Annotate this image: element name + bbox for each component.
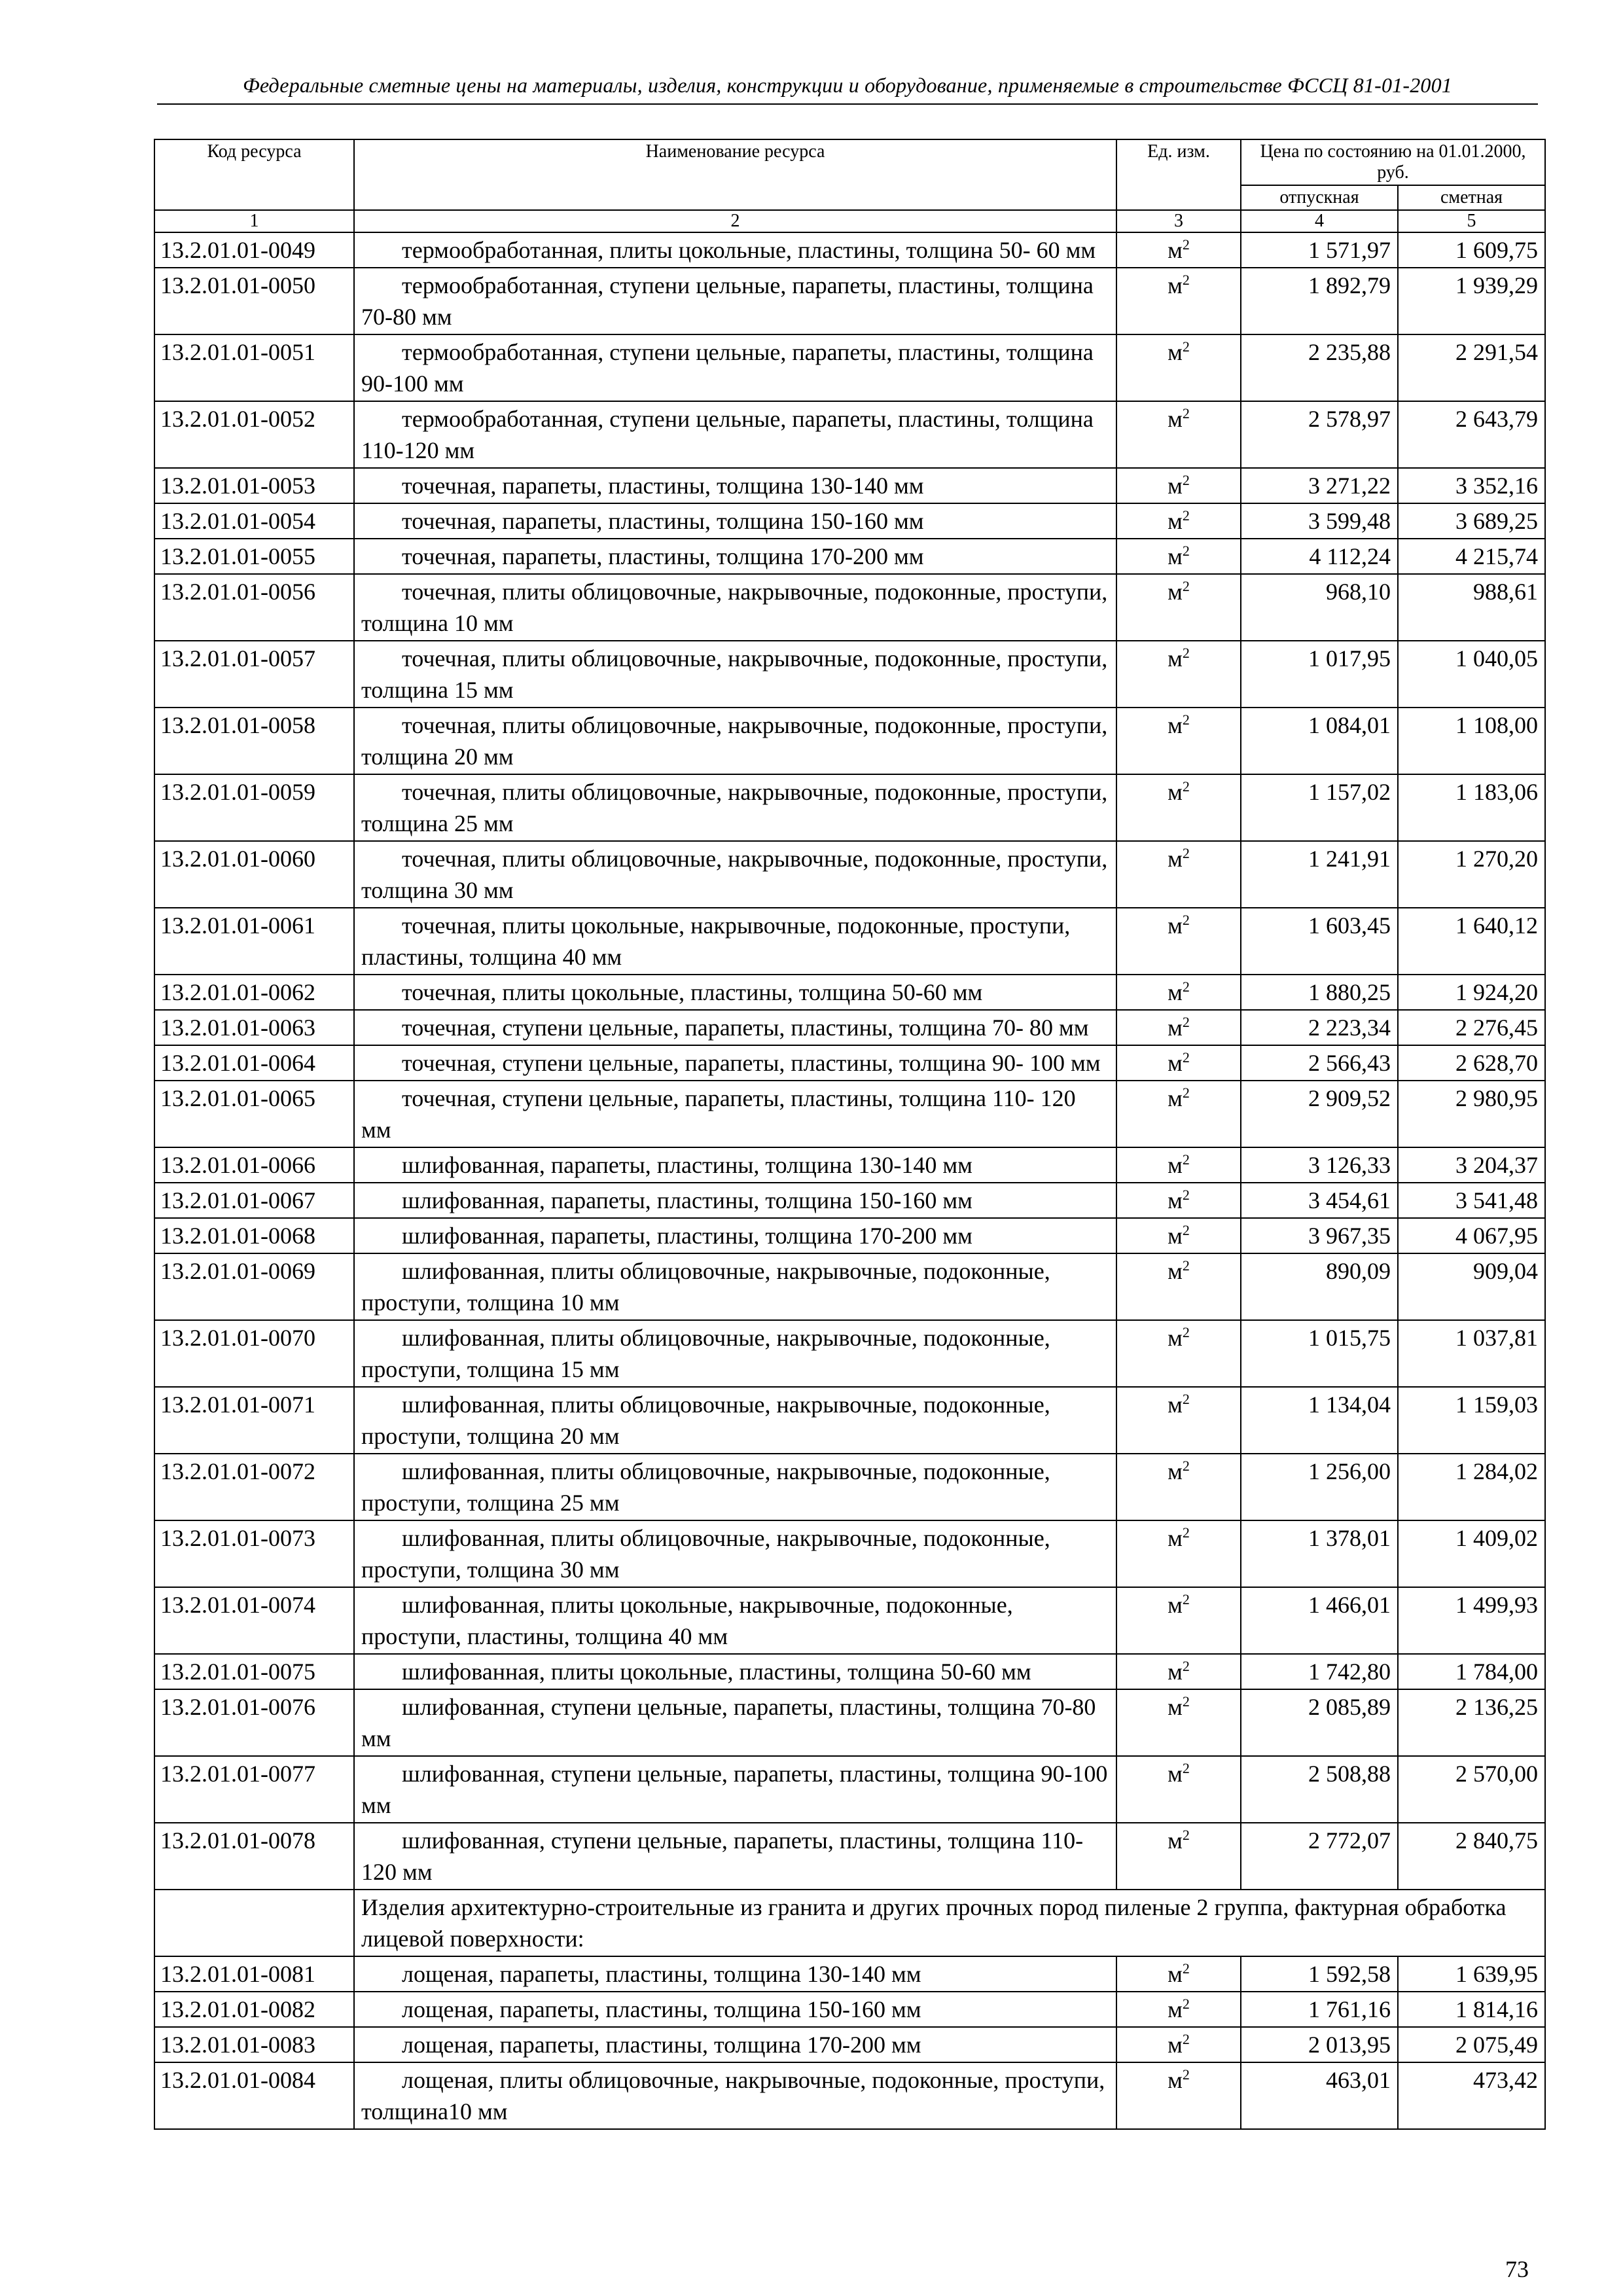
- unit-power: 2: [1182, 338, 1190, 355]
- unit-base: м: [1168, 712, 1183, 738]
- estimate-price: 1 499,93: [1398, 1587, 1545, 1654]
- resource-name: шлифованная, плиты облицовочные, накрывочные, подоконные, проступи, толщина 30 мм: [354, 1520, 1116, 1587]
- table-row: [154, 401, 1545, 468]
- unit-power: 2: [1182, 645, 1190, 661]
- resource-code: 13.2.01.01-0055: [154, 539, 354, 574]
- resource-code: 13.2.01.01-0074: [154, 1587, 354, 1654]
- unit-base: м: [1168, 979, 1183, 1005]
- release-price: 968,10: [1241, 574, 1398, 641]
- table-row: [154, 1253, 1545, 1320]
- table-body-a: [154, 232, 1545, 1890]
- unit-power: 2: [1182, 2066, 1190, 2083]
- resource-name: шлифованная, плиты облицовочные, накрывочные, подоконные, проступи, толщина 10 мм: [354, 1253, 1116, 1320]
- unit-cell: [1116, 2027, 1241, 2062]
- resource-name: точечная, плиты облицовочные, накрывочные, подоконные, проступи, толщина 15 мм: [354, 641, 1116, 708]
- unit-cell: [1116, 2062, 1241, 2129]
- unit-cell: [1116, 1010, 1241, 1045]
- release-price: 1 157,02: [1241, 774, 1398, 841]
- unit-power: 2: [1182, 1591, 1190, 1607]
- unit-power: 2: [1182, 1524, 1190, 1541]
- table-row: [154, 1147, 1545, 1183]
- resource-code: 13.2.01.01-0063: [154, 1010, 354, 1045]
- unit-power: 2: [1182, 1257, 1190, 1274]
- resource-code: 13.2.01.01-0054: [154, 503, 354, 539]
- table-row: [154, 503, 1545, 539]
- resource-code: 13.2.01.01-0081: [154, 1956, 354, 1992]
- estimate-price: 4 215,74: [1398, 539, 1545, 574]
- table-row: [154, 574, 1545, 641]
- release-price: 1 880,25: [1241, 975, 1398, 1010]
- resource-name: лощеная, парапеты, пластины, толщина 170-200 мм: [354, 2027, 1116, 2062]
- resource-name: лощеная, парапеты, пластины, толщина 130-140 мм: [354, 1956, 1116, 1992]
- resource-code: 13.2.01.01-0062: [154, 975, 354, 1010]
- resource-name: точечная, плиты облицовочные, накрывочные, подоконные, проступи, толщина 25 мм: [354, 774, 1116, 841]
- unit-cell: [1116, 708, 1241, 774]
- unit-power: 2: [1182, 1458, 1190, 1474]
- table-row: [154, 1387, 1545, 1454]
- resource-code: 13.2.01.01-0049: [154, 232, 354, 268]
- running-title: Федеральные сметные цены на материалы, изделия, конструкции и оборудование, применяемые в строительстве ФССЦ 81-01-2001: [242, 73, 1453, 97]
- column-header-release-price: отпускная: [1241, 185, 1398, 210]
- table-row: [154, 1218, 1545, 1253]
- table-row: [154, 975, 1545, 1010]
- estimate-price: 2 075,49: [1398, 2027, 1545, 2062]
- estimate-price: 2 136,25: [1398, 1689, 1545, 1756]
- resource-code: 13.2.01.01-0056: [154, 574, 354, 641]
- unit-power: 2: [1182, 405, 1190, 422]
- table-row: [154, 468, 1545, 503]
- resource-code: 13.2.01.01-0061: [154, 908, 354, 975]
- unit-cell: [1116, 1147, 1241, 1183]
- estimate-price: 3 541,48: [1398, 1183, 1545, 1218]
- unit-cell: [1116, 1654, 1241, 1689]
- estimate-price: 1 183,06: [1398, 774, 1545, 841]
- unit-base: м: [1168, 1592, 1183, 1618]
- unit-base: м: [1168, 508, 1183, 534]
- release-price: 1 603,45: [1241, 908, 1398, 975]
- unit-power: 2: [1182, 1693, 1190, 1710]
- unit-power: 2: [1182, 1085, 1190, 1101]
- resource-code: 13.2.01.01-0052: [154, 401, 354, 468]
- unit-power: 2: [1182, 1187, 1190, 1203]
- unit-cell: [1116, 1218, 1241, 1253]
- resource-name: точечная, плиты облицовочные, накрывочные, подоконные, проступи, толщина 30 мм: [354, 841, 1116, 908]
- resource-name: термообработанная, ступени цельные, парапеты, пластины, толщина 90-100 мм: [354, 334, 1116, 401]
- resource-code: 13.2.01.01-0082: [154, 1992, 354, 2027]
- unit-cell: [1116, 1387, 1241, 1454]
- unit-cell: [1116, 468, 1241, 503]
- resource-name: шлифованная, плиты облицовочные, накрывочные, подоконные, проступи, толщина 20 мм: [354, 1387, 1116, 1454]
- unit-cell: [1116, 539, 1241, 574]
- unit-power: 2: [1182, 1760, 1190, 1776]
- unit-cell: [1116, 1956, 1241, 1992]
- resource-name: точечная, ступени цельные, парапеты, пластины, толщина 70- 80 мм: [354, 1010, 1116, 1045]
- unit-base: м: [1168, 1391, 1183, 1418]
- unit-base: м: [1168, 1325, 1183, 1351]
- release-price: 2 013,95: [1241, 2027, 1398, 2062]
- unit-cell: [1116, 774, 1241, 841]
- estimate-price: 2 840,75: [1398, 1823, 1545, 1890]
- table-row: [154, 908, 1545, 975]
- column-header-unit: Ед. изм.: [1116, 139, 1241, 210]
- unit-base: м: [1168, 779, 1183, 805]
- column-number: 2: [354, 210, 1116, 232]
- release-price: 1 892,79: [1241, 268, 1398, 334]
- resource-name: шлифованная, парапеты, пластины, толщина 170-200 мм: [354, 1218, 1116, 1253]
- table-row: [154, 1081, 1545, 1147]
- estimate-price: 1 159,03: [1398, 1387, 1545, 1454]
- unit-power: 2: [1182, 1049, 1190, 1066]
- unit-base: м: [1168, 579, 1183, 605]
- price-table: [154, 139, 1546, 2130]
- unit-power: 2: [1182, 1014, 1190, 1030]
- group-section: [154, 1890, 1545, 1956]
- release-price: 3 967,35: [1241, 1218, 1398, 1253]
- estimate-price: 1 037,81: [1398, 1320, 1545, 1387]
- release-price: 1 256,00: [1241, 1454, 1398, 1520]
- resource-code: 13.2.01.01-0073: [154, 1520, 354, 1587]
- resource-code: 13.2.01.01-0072: [154, 1454, 354, 1520]
- resource-code: 13.2.01.01-0050: [154, 268, 354, 334]
- unit-power: 2: [1182, 1324, 1190, 1340]
- unit-base: м: [1168, 2067, 1183, 2093]
- resource-code: 13.2.01.01-0057: [154, 641, 354, 708]
- unit-base: м: [1168, 1996, 1183, 2022]
- unit-cell: [1116, 1081, 1241, 1147]
- release-price: 1 571,97: [1241, 232, 1398, 268]
- estimate-price: 1 284,02: [1398, 1454, 1545, 1520]
- resource-code: 13.2.01.01-0059: [154, 774, 354, 841]
- estimate-price: 2 291,54: [1398, 334, 1545, 401]
- resource-name: точечная, парапеты, пластины, толщина 130-140 мм: [354, 468, 1116, 503]
- estimate-price: 1 270,20: [1398, 841, 1545, 908]
- unit-power: 2: [1182, 711, 1190, 728]
- resource-name: лощеная, плиты облицовочные, накрывочные, подоконные, проступи, толщина10 мм: [354, 2062, 1116, 2129]
- resource-name: шлифованная, ступени цельные, парапеты, пластины, толщина 90-100 мм: [354, 1756, 1116, 1823]
- unit-power: 2: [1182, 543, 1190, 559]
- release-price: 2 235,88: [1241, 334, 1398, 401]
- release-price: 1 466,01: [1241, 1587, 1398, 1654]
- resource-name: шлифованная, ступени цельные, парапеты, пластины, толщина 110-120 мм: [354, 1823, 1116, 1890]
- release-price: 4 112,24: [1241, 539, 1398, 574]
- unit-cell: [1116, 1520, 1241, 1587]
- unit-base: м: [1168, 1187, 1183, 1213]
- release-price: 1 241,91: [1241, 841, 1398, 908]
- unit-base: м: [1168, 1223, 1183, 1249]
- unit-base: м: [1168, 1085, 1183, 1111]
- estimate-price: 3 352,16: [1398, 468, 1545, 503]
- unit-cell: [1116, 1454, 1241, 1520]
- unit-base: м: [1168, 473, 1183, 499]
- resource-code: 13.2.01.01-0076: [154, 1689, 354, 1756]
- release-price: 1 084,01: [1241, 708, 1398, 774]
- release-price: 2 578,97: [1241, 401, 1398, 468]
- unit-cell: [1116, 268, 1241, 334]
- unit-base: м: [1168, 1525, 1183, 1551]
- estimate-price: 473,42: [1398, 2062, 1545, 2129]
- unit-power: 2: [1182, 1151, 1190, 1168]
- unit-base: м: [1168, 1014, 1183, 1041]
- resource-name: точечная, плиты цокольные, пластины, толщина 50-60 мм: [354, 975, 1116, 1010]
- resource-name: шлифованная, ступени цельные, парапеты, пластины, толщина 70-80 мм: [354, 1689, 1116, 1756]
- unit-cell: [1116, 1253, 1241, 1320]
- release-price: 2 909,52: [1241, 1081, 1398, 1147]
- estimate-price: 1 939,29: [1398, 268, 1545, 334]
- table-row: [154, 1823, 1545, 1890]
- group-heading: Изделия архитектурно-строительные из гранита и других прочных пород пиленые 2 группа, фактурная обработка лицевой поверхности:: [354, 1890, 1545, 1956]
- table-row: [154, 2062, 1545, 2129]
- resource-code: 13.2.01.01-0051: [154, 334, 354, 401]
- estimate-price: 1 784,00: [1398, 1654, 1545, 1689]
- estimate-price: 2 570,00: [1398, 1756, 1545, 1823]
- unit-cell: [1116, 1183, 1241, 1218]
- unit-power: 2: [1182, 472, 1190, 488]
- unit-base: м: [1168, 1694, 1183, 1720]
- resource-name: лощеная, парапеты, пластины, толщина 150-160 мм: [354, 1992, 1116, 2027]
- table-row: [154, 774, 1545, 841]
- table-row: [154, 2027, 1545, 2062]
- unit-power: 2: [1182, 778, 1190, 795]
- resource-code: 13.2.01.01-0064: [154, 1045, 354, 1081]
- estimate-price: 1 924,20: [1398, 975, 1545, 1010]
- resource-code: 13.2.01.01-0071: [154, 1387, 354, 1454]
- estimate-price: 1 639,95: [1398, 1956, 1545, 1992]
- unit-cell: [1116, 1587, 1241, 1654]
- unit-power: 2: [1182, 1960, 1190, 1977]
- unit-base: м: [1168, 645, 1183, 672]
- unit-base: м: [1168, 339, 1183, 365]
- release-price: 3 126,33: [1241, 1147, 1398, 1183]
- group-code-cell: [154, 1890, 354, 1956]
- unit-cell: [1116, 1045, 1241, 1081]
- estimate-price: 4 067,95: [1398, 1218, 1545, 1253]
- unit-cell: [1116, 841, 1241, 908]
- table-row: [154, 1320, 1545, 1387]
- unit-power: 2: [1182, 1827, 1190, 1843]
- unit-base: м: [1168, 1827, 1183, 1854]
- unit-base: м: [1168, 1458, 1183, 1484]
- table-row: [154, 1010, 1545, 1045]
- resource-name: точечная, парапеты, пластины, толщина 170-200 мм: [354, 539, 1116, 574]
- resource-name: точечная, парапеты, пластины, толщина 150-160 мм: [354, 503, 1116, 539]
- unit-cell: [1116, 1823, 1241, 1890]
- estimate-price: 2 276,45: [1398, 1010, 1545, 1045]
- table-row: [154, 1183, 1545, 1218]
- table-body-b: [154, 1956, 1545, 2129]
- release-price: 890,09: [1241, 1253, 1398, 1320]
- release-price: 1 015,75: [1241, 1320, 1398, 1387]
- table-row: [154, 1045, 1545, 1081]
- unit-cell: [1116, 908, 1241, 975]
- unit-base: м: [1168, 1659, 1183, 1685]
- estimate-price: 1 814,16: [1398, 1992, 1545, 2027]
- unit-cell: [1116, 1992, 1241, 2027]
- unit-base: м: [1168, 237, 1183, 263]
- unit-cell: [1116, 641, 1241, 708]
- release-price: 2 566,43: [1241, 1045, 1398, 1081]
- unit-base: м: [1168, 912, 1183, 939]
- release-price: 2 085,89: [1241, 1689, 1398, 1756]
- unit-base: м: [1168, 543, 1183, 569]
- resource-name: шлифованная, плиты облицовочные, накрывочные, подоконные, проступи, толщина 25 мм: [354, 1454, 1116, 1520]
- resource-name: термообработанная, ступени цельные, парапеты, пластины, толщина 70-80 мм: [354, 268, 1116, 334]
- release-price: 2 223,34: [1241, 1010, 1398, 1045]
- resource-name: точечная, ступени цельные, парапеты, пластины, толщина 90- 100 мм: [354, 1045, 1116, 1081]
- column-number: 4: [1241, 210, 1398, 232]
- table-row: [154, 1756, 1545, 1823]
- table-row: [154, 334, 1545, 401]
- table-row: [154, 539, 1545, 574]
- release-price: 463,01: [1241, 2062, 1398, 2129]
- column-number: 5: [1398, 210, 1545, 232]
- resource-code: 13.2.01.01-0066: [154, 1147, 354, 1183]
- unit-power: 2: [1182, 845, 1190, 861]
- table-row: [154, 232, 1545, 268]
- column-number: 3: [1116, 210, 1241, 232]
- unit-power: 2: [1182, 978, 1190, 995]
- column-number: 1: [154, 210, 354, 232]
- table-row: [154, 1956, 1545, 1992]
- resource-name: шлифованная, плиты цокольные, пластины, толщина 50-60 мм: [354, 1654, 1116, 1689]
- table-row: [154, 1454, 1545, 1520]
- resource-name: термообработанная, плиты цокольные, пластины, толщина 50- 60 мм: [354, 232, 1116, 268]
- release-price: 1 761,16: [1241, 1992, 1398, 2027]
- table-row: [154, 708, 1545, 774]
- estimate-price: 1 040,05: [1398, 641, 1545, 708]
- resource-code: 13.2.01.01-0065: [154, 1081, 354, 1147]
- resource-code: 13.2.01.01-0067: [154, 1183, 354, 1218]
- unit-power: 2: [1182, 578, 1190, 594]
- resource-code: 13.2.01.01-0070: [154, 1320, 354, 1387]
- estimate-price: 988,61: [1398, 574, 1545, 641]
- table-row: [154, 1992, 1545, 2027]
- resource-name: точечная, плиты цокольные, накрывочные, подоконные, проступи, пластины, толщина 40 мм: [354, 908, 1116, 975]
- estimate-price: 3 204,37: [1398, 1147, 1545, 1183]
- estimate-price: 1 609,75: [1398, 232, 1545, 268]
- unit-cell: [1116, 503, 1241, 539]
- unit-base: м: [1168, 846, 1183, 872]
- unit-base: м: [1168, 1258, 1183, 1284]
- page-number: 73: [1505, 2256, 1529, 2282]
- unit-base: м: [1168, 1050, 1183, 1076]
- unit-base: м: [1168, 2032, 1183, 2058]
- unit-cell: [1116, 1756, 1241, 1823]
- estimate-price: 2 628,70: [1398, 1045, 1545, 1081]
- unit-power: 2: [1182, 1222, 1190, 1238]
- release-price: 1 592,58: [1241, 1956, 1398, 1992]
- column-header-name: Наименование ресурса: [354, 139, 1116, 210]
- unit-power: 2: [1182, 236, 1190, 253]
- release-price: 3 454,61: [1241, 1183, 1398, 1218]
- resource-code: 13.2.01.01-0075: [154, 1654, 354, 1689]
- unit-power: 2: [1182, 1658, 1190, 1674]
- unit-cell: [1116, 401, 1241, 468]
- release-price: 1 742,80: [1241, 1654, 1398, 1689]
- resource-name: точечная, плиты облицовочные, накрывочные, подоконные, проступи, толщина 20 мм: [354, 708, 1116, 774]
- estimate-price: 1 108,00: [1398, 708, 1545, 774]
- unit-base: м: [1168, 1152, 1183, 1178]
- unit-base: м: [1168, 1761, 1183, 1787]
- resource-code: 13.2.01.01-0069: [154, 1253, 354, 1320]
- header-rule: [157, 103, 1538, 105]
- resource-code: 13.2.01.01-0058: [154, 708, 354, 774]
- resource-name: точечная, ступени цельные, парапеты, пластины, толщина 110- 120 мм: [354, 1081, 1116, 1147]
- unit-cell: [1116, 1320, 1241, 1387]
- resource-code: 13.2.01.01-0053: [154, 468, 354, 503]
- table-row: [154, 268, 1545, 334]
- release-price: 1 378,01: [1241, 1520, 1398, 1587]
- unit-base: м: [1168, 1961, 1183, 1987]
- unit-power: 2: [1182, 507, 1190, 524]
- resource-name: точечная, плиты облицовочные, накрывочные, подоконные, проступи, толщина 10 мм: [354, 574, 1116, 641]
- resource-name: шлифованная, плиты цокольные, накрывочные, подоконные, проступи, пластины, толщина 40 мм: [354, 1587, 1116, 1654]
- unit-power: 2: [1182, 912, 1190, 928]
- unit-base: м: [1168, 272, 1183, 298]
- estimate-price: 1 409,02: [1398, 1520, 1545, 1587]
- resource-code: 13.2.01.01-0083: [154, 2027, 354, 2062]
- column-header-code: Код ресурса: [154, 139, 354, 210]
- estimate-price: 909,04: [1398, 1253, 1545, 1320]
- unit-cell: [1116, 975, 1241, 1010]
- table-row: [154, 1689, 1545, 1756]
- resource-code: 13.2.01.01-0060: [154, 841, 354, 908]
- table-row: [154, 1520, 1545, 1587]
- unit-cell: [1116, 232, 1241, 268]
- resource-code: 13.2.01.01-0068: [154, 1218, 354, 1253]
- table-row: [154, 641, 1545, 708]
- release-price: 2 508,88: [1241, 1756, 1398, 1823]
- unit-power: 2: [1182, 1391, 1190, 1407]
- resource-code: 13.2.01.01-0078: [154, 1823, 354, 1890]
- column-header-estimate-price: сметная: [1398, 185, 1545, 210]
- resource-name: шлифованная, парапеты, пластины, толщина 150-160 мм: [354, 1183, 1116, 1218]
- column-header-price-group: Цена по состоянию на 01.01.2000, руб.: [1241, 139, 1545, 185]
- unit-power: 2: [1182, 2031, 1190, 2047]
- release-price: 1 017,95: [1241, 641, 1398, 708]
- resource-name: шлифованная, парапеты, пластины, толщина 130-140 мм: [354, 1147, 1116, 1183]
- resource-code: 13.2.01.01-0077: [154, 1756, 354, 1823]
- unit-power: 2: [1182, 272, 1190, 288]
- release-price: 2 772,07: [1241, 1823, 1398, 1890]
- release-price: 3 271,22: [1241, 468, 1398, 503]
- estimate-price: 1 640,12: [1398, 908, 1545, 975]
- unit-base: м: [1168, 406, 1183, 432]
- table-row: [154, 1654, 1545, 1689]
- release-price: 3 599,48: [1241, 503, 1398, 539]
- resource-code: 13.2.01.01-0084: [154, 2062, 354, 2129]
- release-price: 1 134,04: [1241, 1387, 1398, 1454]
- table-row: [154, 1587, 1545, 1654]
- resource-name: шлифованная, плиты облицовочные, накрывочные, подоконные, проступи, толщина 15 мм: [354, 1320, 1116, 1387]
- unit-cell: [1116, 574, 1241, 641]
- estimate-price: 2 643,79: [1398, 401, 1545, 468]
- resource-name: термообработанная, ступени цельные, парапеты, пластины, толщина 110-120 мм: [354, 401, 1116, 468]
- unit-cell: [1116, 334, 1241, 401]
- unit-cell: [1116, 1689, 1241, 1756]
- unit-power: 2: [1182, 1996, 1190, 2012]
- table-row: [154, 841, 1545, 908]
- estimate-price: 2 980,95: [1398, 1081, 1545, 1147]
- estimate-price: 3 689,25: [1398, 503, 1545, 539]
